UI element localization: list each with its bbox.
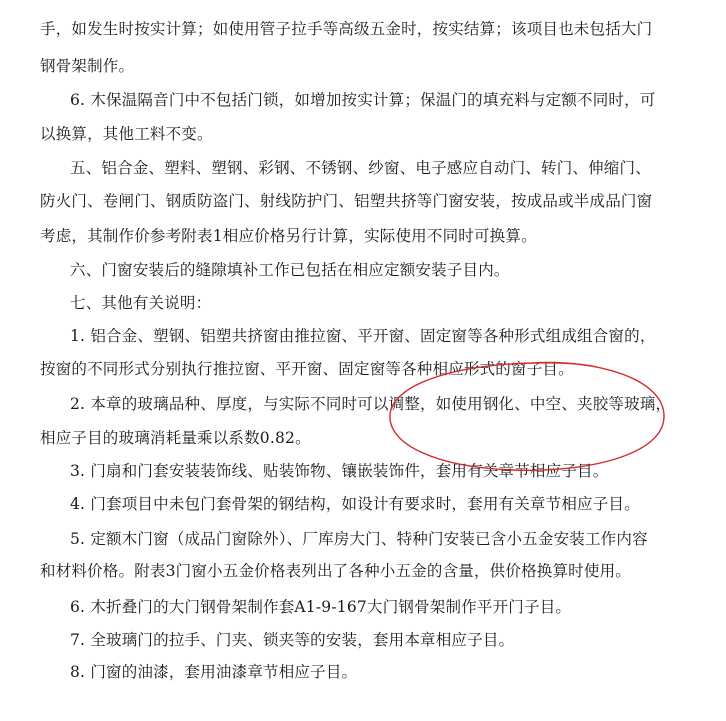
text-line-12: 2. 本章的玻璃品种、厚度，与实际不同时可以调整，如使用钢化、中空、夹胶等玻璃， <box>70 395 672 413</box>
text-line-13: 相应子目的玻璃消耗量乘以系数0.82。 <box>40 429 311 447</box>
text-line-16: 5. 定额木门窗（成品门窗除外）、厂库房大门、特种门安装已含小五金安装工作内容 <box>70 530 648 548</box>
text-line-11: 按窗的不同形式分别执行推拉窗、平开窗、固定窗等各种相应形式的窗子目。 <box>40 360 574 378</box>
text-line-20: 8. 门窗的油漆，套用油漆章节相应子目。 <box>70 663 358 681</box>
text-line-3: 6. 木保温隔音门中不包括门锁，如增加按实计算；保温门的填充料与定额不同时，可 <box>70 91 656 109</box>
text-line-10: 1. 铝合金、塑钢、铝塑共挤窗由推拉窗、平开窗、固定窗等各种形式组成组合窗的， <box>70 327 656 345</box>
text-line-2: 钢骨架制作。 <box>40 57 135 75</box>
text-line-6: 防火门、卷闸门、钢质防盗门、射线防护门、铝塑共挤等门窗安装，按成品或半成品门窗 <box>40 192 653 210</box>
text-line-18: 6. 木折叠门的大门钢骨架制作套A1-9-167大门钢骨架制作平开门子目。 <box>70 598 572 616</box>
text-line-8: 六、门窗安装后的缝隙填补工作已包括在相应定额安装子目内。 <box>70 261 510 279</box>
text-line-7: 考虑，其制作价参考附表1相应价格另行计算，实际使用不同时可换算。 <box>40 227 537 245</box>
text-line-15: 4. 门套项目中未包门套骨架的钢结构，如设计有要求时，套用有关章节相应子目。 <box>70 495 640 513</box>
text-line-1: 手，如发生时按实计算；如使用管子拉手等高级五金时，按实结算；该项目也未包括大门 <box>40 20 653 38</box>
text-line-5: 五、铝合金、塑料、塑钢、彩钢、不锈钢、纱窗、电子感应自动门、转门、伸缩门、 <box>70 159 651 177</box>
text-line-17: 和材料价格。附表3门窗小五金价格表列出了各种小五金的含量，供价格换算时使用。 <box>40 562 631 580</box>
text-line-14: 3. 门扇和门套安装装饰线、贴装饰物、镶嵌装饰件，套用有关章节相应子目。 <box>70 462 609 480</box>
text-line-4: 以换算，其他工料不变。 <box>40 125 213 143</box>
text-line-19: 7. 全玻璃门的拉手、门夹、锁夹等的安装，套用本章相应子目。 <box>70 631 515 649</box>
text-line-9: 七、其他有关说明： <box>70 294 212 312</box>
